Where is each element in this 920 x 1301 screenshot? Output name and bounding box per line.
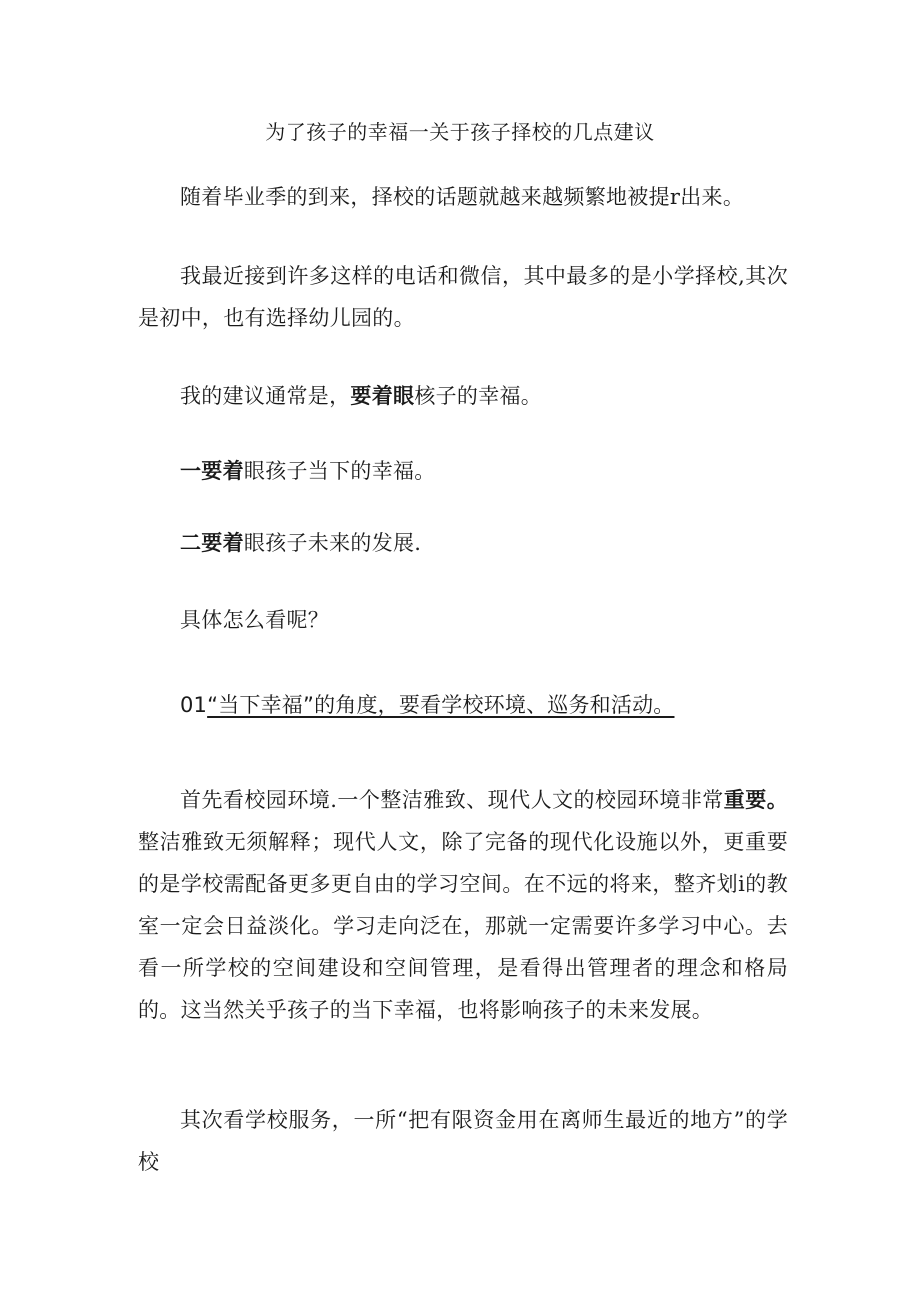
- paragraph-6: 具体怎么看呢？: [180, 608, 330, 632]
- paragraph-7-post: 整洁雅致无须解释；现代人文，除了完备的现代化设施以外，更重要的是学校需配备更多更自由的学习空间。在不远的将来，整齐划i的教室一定会日益淡化。学习走向泛在，那就一定需要许多学习中心。去看一所学校的空间建设和空间管理，是看得出管理者的理念和格局的。这当然关乎孩子的当下幸福，也将影响孩子的未来发展。: [138, 830, 788, 1022]
- paragraph-5-bold: 二要着: [180, 531, 244, 555]
- section-heading-number: 01: [180, 693, 208, 717]
- document-title: 为了孩子的幸福一关于孩子择校的几点建议: [265, 120, 655, 144]
- paragraph-2: 我最近接到许多这样的电话和微信，其中最多的是小学择校,其次是初中，也有选择幼儿园的。: [138, 264, 788, 330]
- paragraph-4-post: 眼孩子当下的幸福。: [243, 459, 436, 483]
- paragraph-7-pre: 首先看校园环境.一个整洁雅致、现代人文的校园环境非常: [180, 788, 724, 812]
- paragraph-3-pre: 我的建议通常是，: [180, 384, 351, 408]
- paragraph-5-post: 眼孩子未来的发展.: [243, 531, 422, 555]
- section-heading: [180, 688, 790, 722]
- paragraph-5: [138, 522, 788, 564]
- paragraph-1: 随着毕业季的到来，择校的话题就越来越频繁地被提r出来。: [180, 185, 745, 209]
- paragraph-7-bold: 重要。: [723, 788, 788, 812]
- paragraph-4: [138, 450, 788, 492]
- paragraph-7: [138, 779, 788, 1031]
- paragraph-8: 其次看学校服务，一所“把有限资金用在离师生最近的地方”的学校: [138, 1108, 788, 1174]
- section-heading-text: “当下幸福”的角度，要看学校环境、巡务和活动。: [207, 693, 675, 717]
- paragraph-4-bold: 一要着: [180, 459, 244, 483]
- paragraph-3: [138, 375, 788, 417]
- paragraph-3-post: 核子的幸福。: [414, 384, 543, 408]
- paragraph-3-bold: 要着眼: [350, 384, 415, 408]
